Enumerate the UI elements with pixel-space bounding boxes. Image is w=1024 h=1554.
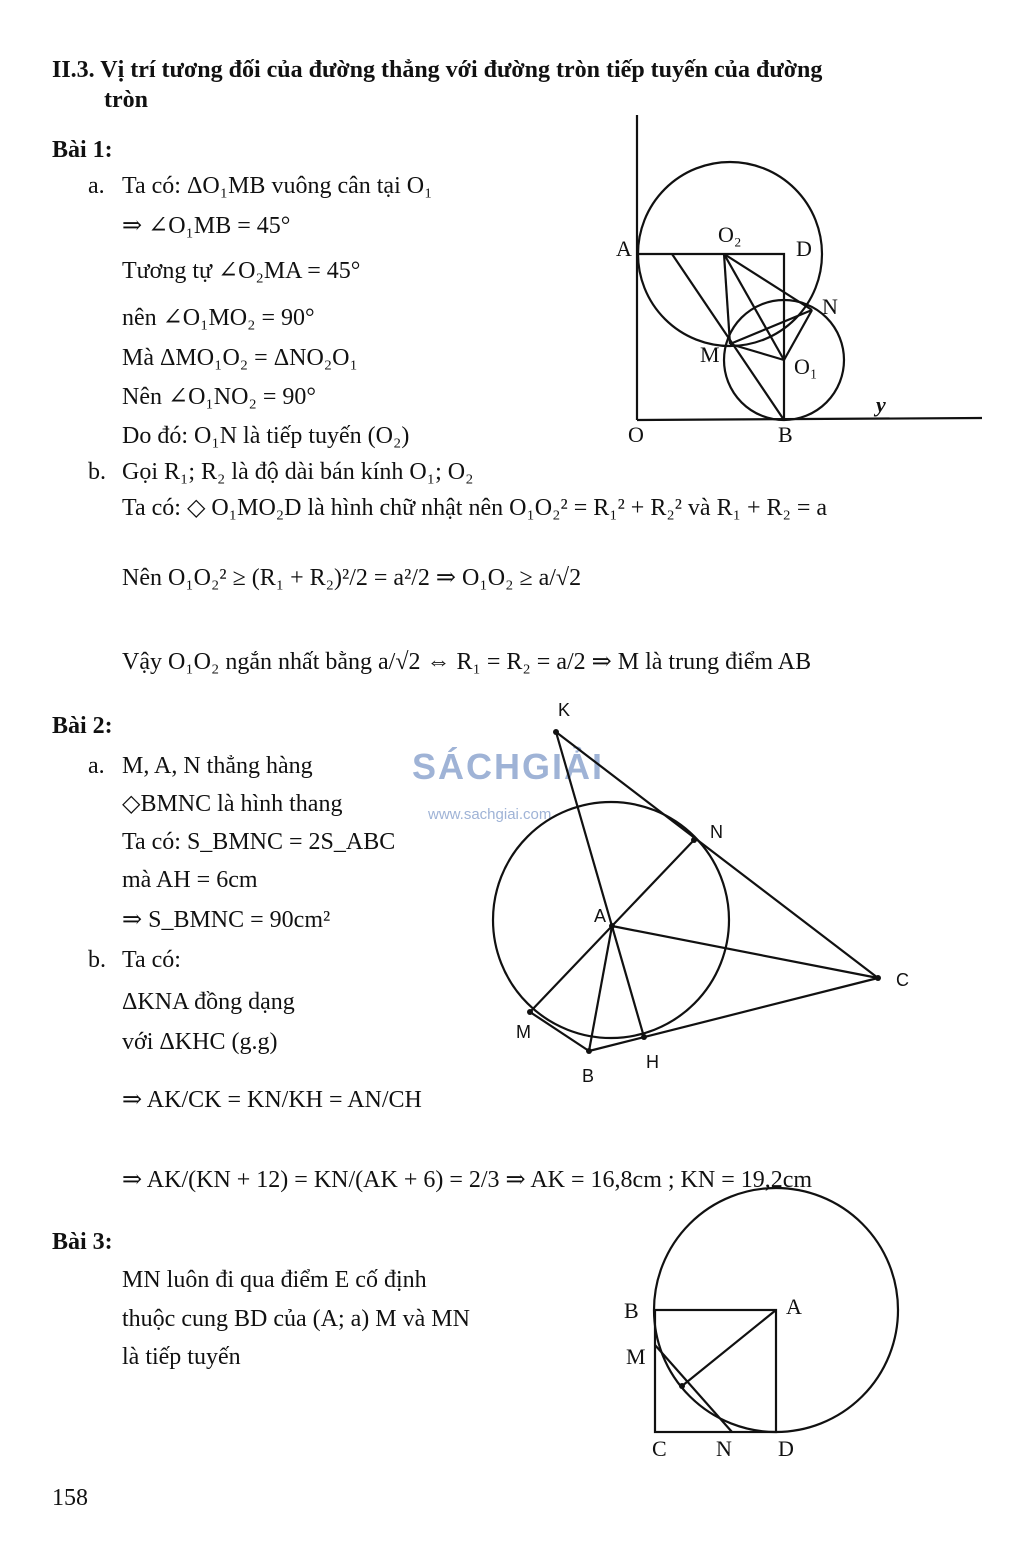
bai2-label-H: H [646, 1052, 659, 1072]
bai1-label-O1: O₁ [794, 354, 818, 379]
bai2-label-B: B [582, 1066, 595, 1086]
bai1-label-A: A [616, 236, 632, 261]
bai2-a-line-4: mà AH = 6cm [122, 867, 258, 893]
watermark-url: www.sachgiai.com [428, 806, 552, 823]
page-number: 158 [52, 1485, 88, 1511]
bai3-line-1: MN luôn đi qua điểm E cố định [122, 1267, 427, 1293]
bai3-label-B: B [624, 1298, 639, 1323]
bai1-label-D: D [796, 236, 812, 261]
bai1-label-O2: O₂ [718, 222, 742, 247]
section-title-line1: II.3. Vị trí tương đối của đường thẳng với đường tròn tiếp tuyến của đường [52, 57, 823, 83]
bai1-a-line-3: Tương tự ∠O₂MA = 45° [122, 258, 361, 284]
bai3-heading: Bài 3: [52, 1229, 113, 1255]
bai1-heading: Bài 1: [52, 137, 113, 163]
bai1-label-M: M [700, 342, 720, 367]
bai2-a-line-1: M, A, N thẳng hàng [122, 753, 313, 779]
bai1-b-line-4: Vậy O₁O₂ ngắn nhất bằng a/√2 ⇔ R₁ = R₂ = a/2 ⇒ M là trung điểm AB [122, 649, 812, 675]
bai2-heading: Bài 2: [52, 713, 113, 739]
bai3-line-2: thuộc cung BD của (A; a) M và MN [122, 1306, 470, 1332]
bai2-a-line-5: ⇒ S_BMNC = 90cm² [122, 907, 331, 933]
bai2-b-line-4: ⇒ AK/CK = KN/KH = AN/CH [122, 1087, 422, 1113]
bai2-b-line-1: Ta có: [122, 947, 181, 973]
watermark-logo: SÁCHGIẢI [412, 746, 605, 787]
bai2-b-line-5: ⇒ AK/(KN + 12) = KN/(AK + 6) = 2/3 ⇒ AK = 16,8cm ; KN = 19,2cm [122, 1167, 813, 1193]
bai1-a-marker: a. [88, 173, 105, 199]
bai1-a-line-5: Mà ΔMO₁O₂ = ΔNO₂O₁ [122, 345, 358, 371]
bai1-a-line-4: nên ∠O₁MO₂ = 90° [122, 305, 315, 331]
section-title-line2: tròn [104, 87, 148, 113]
bai1-label-N: N [822, 294, 838, 319]
bai2-label-C: C [896, 970, 909, 990]
bai2-a-line-3: Ta có: S_BMNC = 2S_ABC [122, 829, 396, 855]
bai2-a-marker: a. [88, 753, 105, 779]
bai1-b-line-2: Ta có: ◇ O₁MO₂D là hình chữ nhật nên O₁O₂² = R₁² + R₂² và R₁ + R₂ = a [122, 495, 828, 521]
bai1-label-O: O [628, 422, 644, 447]
bai1-a-line-6: Nên ∠O₁NO₂ = 90° [122, 384, 316, 410]
bai3-label-N: N [716, 1436, 732, 1461]
bai1-b-line-3: Nên O₁O₂² ≥ (R₁ + R₂)²/2 = a²/2 ⇒ O₁O₂ ≥ a/√2 [122, 565, 582, 591]
bai3-label-A: A [786, 1294, 802, 1319]
bai2-label-M: M [516, 1022, 531, 1042]
bai1-label-B: B [778, 422, 793, 447]
bai1-a-line-1: Ta có: ΔO₁MB vuông cân tại O₁ [122, 173, 433, 199]
bai2-label-N: N [710, 822, 723, 842]
bai1-b-line-1: Gọi R₁; R₂ là độ dài bán kính O₁; O₂ [122, 459, 474, 485]
bai1-b-marker: b. [88, 459, 106, 485]
bai2-a-line-2: ◇BMNC là hình thang [122, 791, 343, 817]
bai2-label-K: K [558, 700, 571, 720]
bai3-label-C: C [652, 1436, 667, 1461]
bai2-b-line-2: ΔKNA đồng dạng [122, 989, 295, 1015]
bai2-b-marker: b. [88, 947, 106, 973]
bai1-label-y: y [876, 392, 886, 417]
bai3-label-M: M [626, 1344, 646, 1369]
bai2-b-line-3: với ΔKHC (g.g) [122, 1029, 278, 1055]
bai1-a-line-2: ⇒ ∠O₁MB = 45° [122, 213, 291, 239]
bai3-line-3: là tiếp tuyến [122, 1344, 241, 1370]
bai2-label-A: A [594, 906, 607, 926]
bai1-a-line-7: Do đó: O₁N là tiếp tuyến (O₂) [122, 423, 410, 449]
bai3-label-D: D [778, 1436, 794, 1461]
